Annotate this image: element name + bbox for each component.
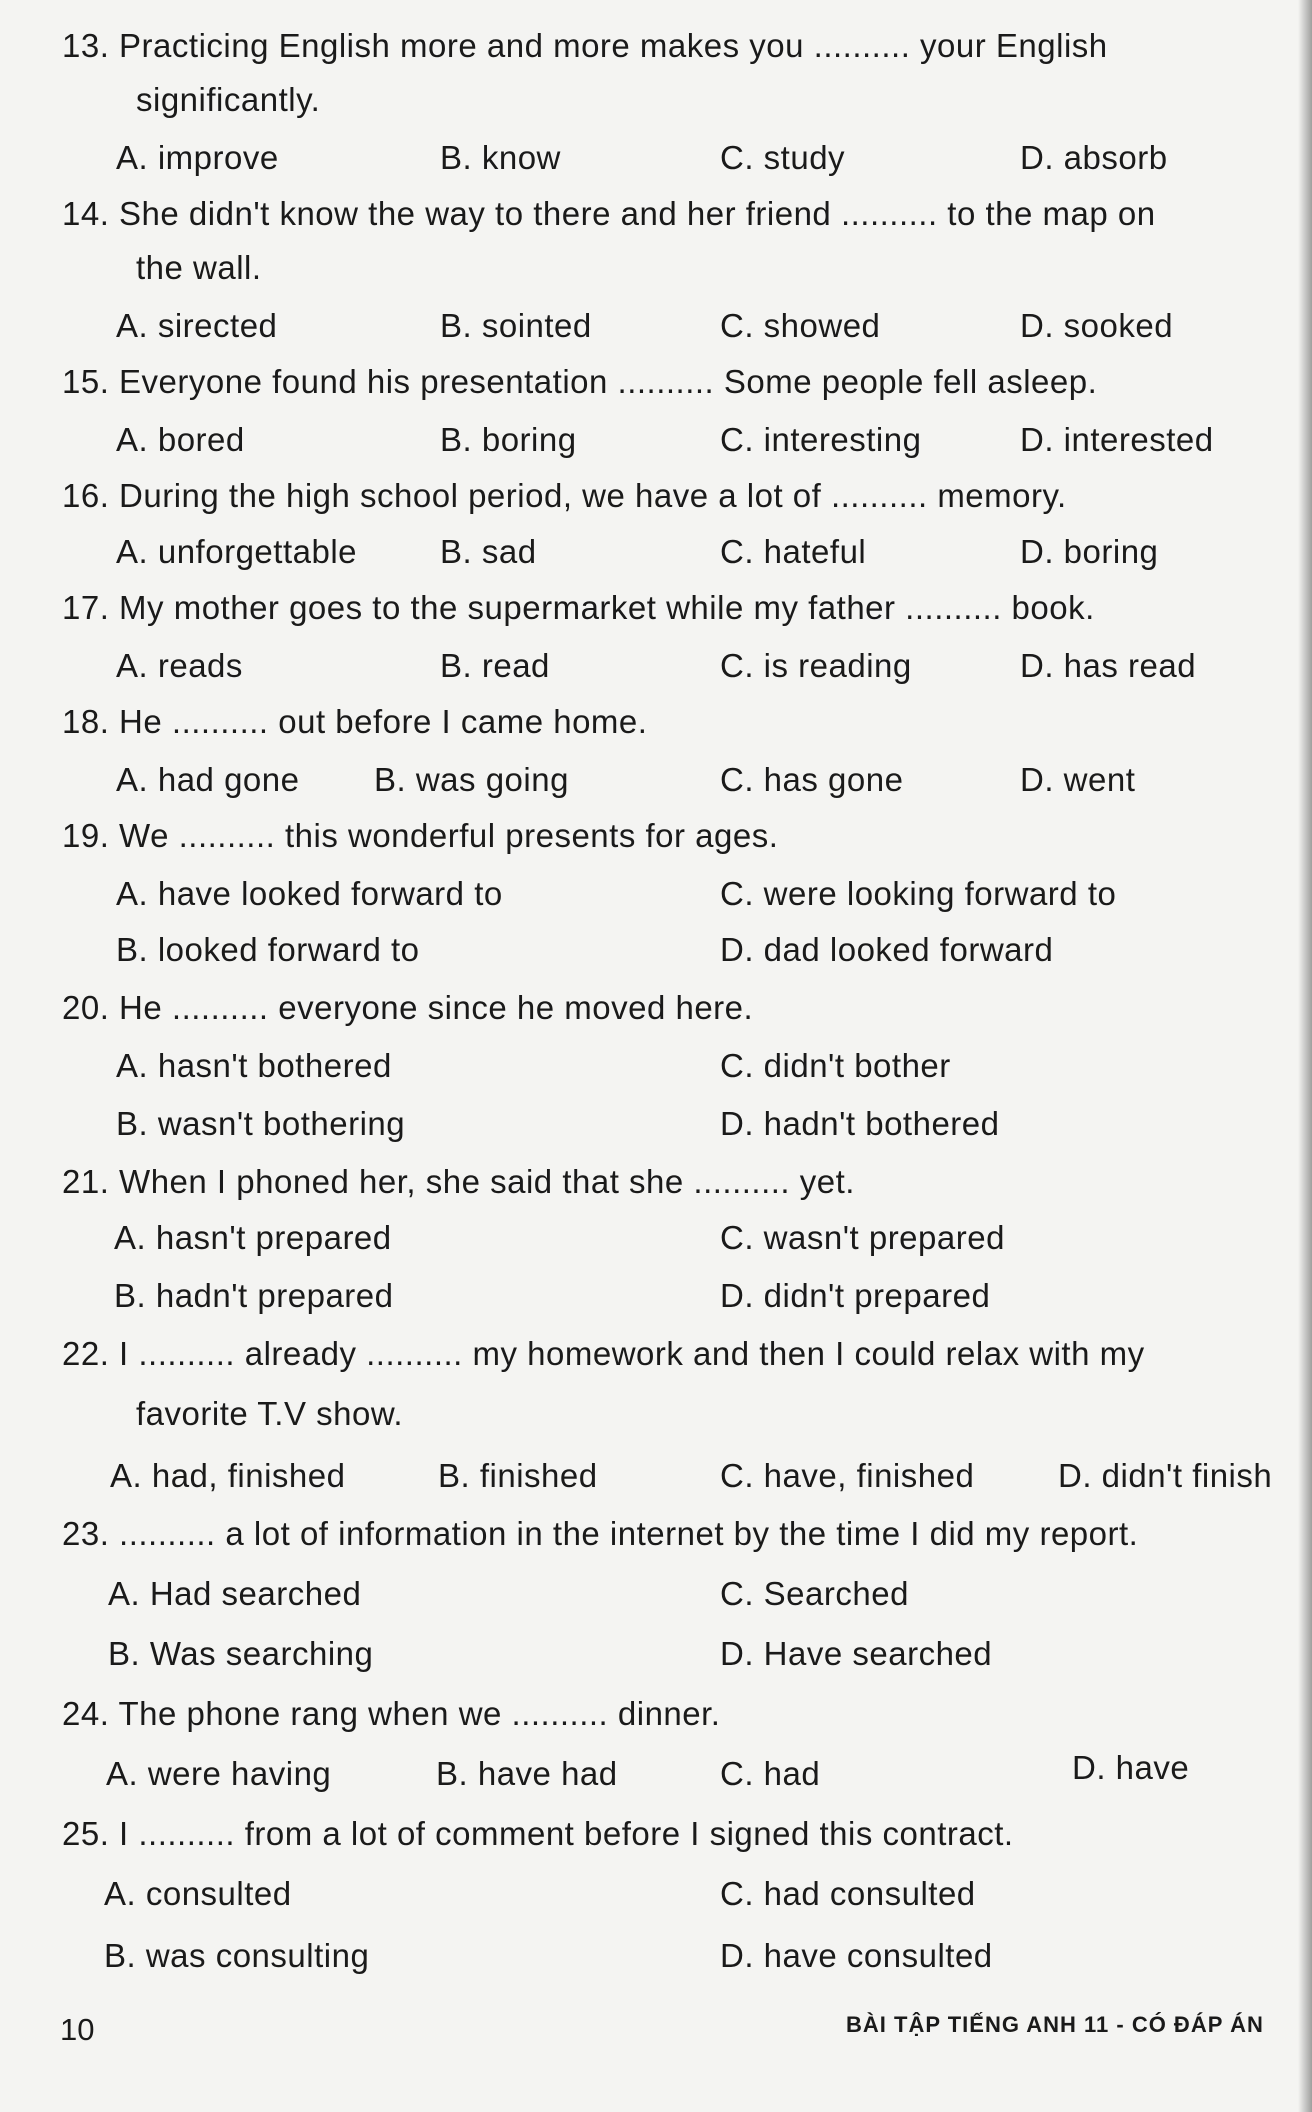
question-22-option-b: B. finished xyxy=(438,1457,598,1494)
question-22-stem: 22. I .......... already .......... my homework and then I could relax with my xyxy=(62,1335,1145,1372)
question-13-option-a: A. improve xyxy=(116,139,279,176)
question-15-option-a: A. bored xyxy=(116,421,245,458)
question-17-option-d: D. has read xyxy=(1020,647,1197,684)
question-16-option-b: B. sad xyxy=(440,533,537,570)
question-18-option-a: A. had gone xyxy=(116,761,300,798)
question-21-option-c: C. wasn't prepared xyxy=(720,1219,1005,1256)
question-24-option-c: C. had xyxy=(720,1755,821,1792)
question-21-option-b: B. hadn't prepared xyxy=(114,1277,394,1314)
question-24-stem: 24. The phone rang when we .......... dinner. xyxy=(62,1695,721,1732)
question-13-option-d: D. absorb xyxy=(1020,139,1168,176)
question-22-option-c: C. have, finished xyxy=(720,1457,975,1494)
question-15-stem: 15. Everyone found his presentation .......... Some people fell asleep. xyxy=(62,363,1098,400)
question-18-option-d: D. went xyxy=(1020,761,1136,798)
question-22-option-a: A. had, finished xyxy=(110,1457,346,1494)
question-18-stem: 18. He .......... out before I came home. xyxy=(62,703,648,740)
question-17-stem: 17. My mother goes to the supermarket while my father .......... book. xyxy=(62,589,1095,626)
question-21-option-d: D. didn't prepared xyxy=(720,1277,991,1314)
question-23-stem: 23. .......... a lot of information in the internet by the time I did my report. xyxy=(62,1515,1139,1552)
question-14-continuation: the wall. xyxy=(136,249,262,286)
question-14-option-d: D. sooked xyxy=(1020,307,1174,344)
question-19-option-b: B. looked forward to xyxy=(116,931,420,968)
question-19-option-a: A. have looked forward to xyxy=(116,875,503,912)
question-16-option-c: C. hateful xyxy=(720,533,867,570)
question-19-option-d: D. dad looked forward xyxy=(720,931,1054,968)
question-17-option-b: B. read xyxy=(440,647,550,684)
question-15-option-d: D. interested xyxy=(1020,421,1214,458)
question-23-option-d: D. Have searched xyxy=(720,1635,993,1672)
question-14-option-a: A. sirected xyxy=(116,307,278,344)
question-20-stem: 20. He .......... everyone since he moved here. xyxy=(62,989,754,1026)
question-25-option-d: D. have consulted xyxy=(720,1937,993,1974)
question-24-option-b: B. have had xyxy=(436,1755,618,1792)
question-19-option-c: C. were looking forward to xyxy=(720,875,1117,912)
question-25-option-a: A. consulted xyxy=(104,1875,292,1912)
question-25-option-b: B. was consulting xyxy=(104,1937,370,1974)
question-17-option-a: A. reads xyxy=(116,647,243,684)
page-edge-shadow xyxy=(1298,0,1312,2112)
question-16-stem: 16. During the high school period, we have a lot of .......... memory. xyxy=(62,477,1067,514)
question-13-option-b: B. know xyxy=(440,139,561,176)
question-23-option-a: A. Had searched xyxy=(108,1575,362,1612)
question-20-option-c: C. didn't bother xyxy=(720,1047,951,1084)
question-16-option-a: A. unforgettable xyxy=(116,533,357,570)
question-20-option-d: D. hadn't bothered xyxy=(720,1105,1000,1142)
question-17-option-c: C. is reading xyxy=(720,647,912,684)
question-21-stem: 21. When I phoned her, she said that she .......... yet. xyxy=(62,1163,855,1200)
question-13-stem: 13. Practicing English more and more makes you .......... your English xyxy=(62,27,1108,64)
question-16-option-d: D. boring xyxy=(1020,533,1159,570)
question-15-option-b: B. boring xyxy=(440,421,577,458)
question-13-option-c: C. study xyxy=(720,139,846,176)
question-24-option-a: A. were having xyxy=(106,1755,332,1792)
question-20-option-a: A. hasn't bothered xyxy=(116,1047,392,1084)
book-title: BÀI TẬP TIẾNG ANH 11 - CÓ ĐÁP ÁN xyxy=(846,2012,1264,2037)
question-21-option-a: A. hasn't prepared xyxy=(114,1219,392,1256)
question-23-option-c: C. Searched xyxy=(720,1575,909,1612)
question-24-option-d: D. have xyxy=(1072,1749,1190,1786)
question-22-continuation: favorite T.V show. xyxy=(136,1395,404,1432)
question-18-option-b: B. was going xyxy=(374,761,569,798)
question-14-option-c: C. showed xyxy=(720,307,881,344)
question-23-option-b: B. Was searching xyxy=(108,1635,374,1672)
question-14-option-b: B. sointed xyxy=(440,307,592,344)
question-25-stem: 25. I .......... from a lot of comment before I signed this contract. xyxy=(62,1815,1014,1852)
question-19-stem: 19. We .......... this wonderful presents for ages. xyxy=(62,817,779,854)
question-18-option-c: C. has gone xyxy=(720,761,904,798)
question-13-continuation: significantly. xyxy=(136,81,321,118)
question-22-option-d: D. didn't finish xyxy=(1058,1457,1273,1494)
question-25-option-c: C. had consulted xyxy=(720,1875,976,1912)
question-20-option-b: B. wasn't bothering xyxy=(116,1105,406,1142)
page-number: 10 xyxy=(60,2012,95,2047)
question-14-stem: 14. She didn't know the way to there and her friend .......... to the map on xyxy=(62,195,1156,232)
question-15-option-c: C. interesting xyxy=(720,421,922,458)
